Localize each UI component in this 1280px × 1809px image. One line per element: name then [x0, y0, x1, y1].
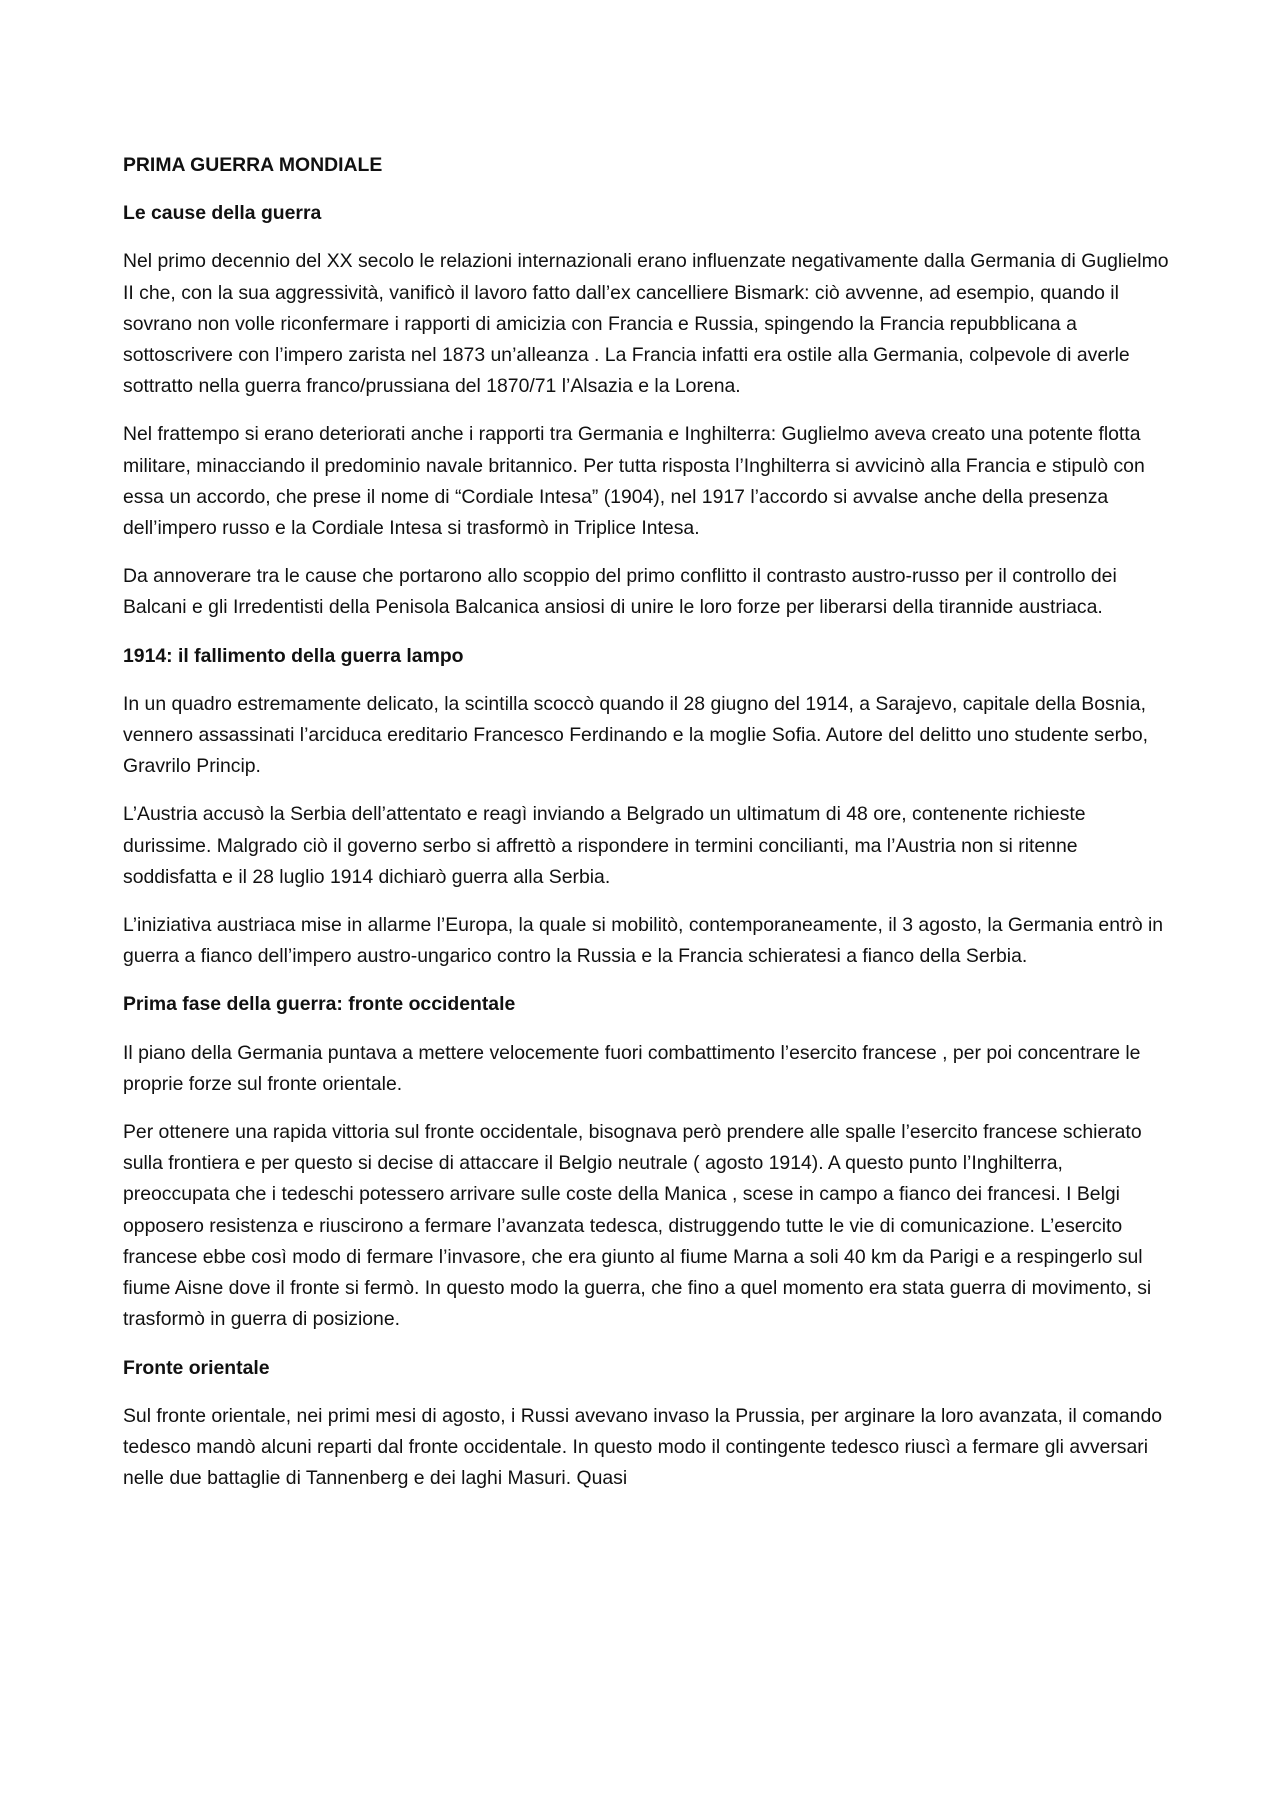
document-page [123, 150, 1173, 1511]
paragraph: L’iniziativa austriaca mise in allarme l’Europa, la quale si mobilitò, contemporaneamente, il 3 agosto, la Germania entrò in guerra a fianco dell’impero austro-ungarico contro la Russia e la Francia schieratesi a fianco della Serbia. [123, 914, 1164, 968]
paragraph: Il piano della Germania puntava a mettere velocemente fuori combattimento l’esercito francese , per poi concentrare le proprie forze sul fronte orientale. [123, 1041, 1141, 1095]
paragraph: Nel primo decennio del XX secolo le relazioni internazionali erano influenzate negativamente dalla Germania di Guglielmo II che, con la sua aggressività, vanificò il lavoro fatto dall’ex cancelliere Bismark: ciò avvenne, ad esempio, quando il sovrano non volle riconfermare i rapporti di amicizia con Francia e Russia, spingendo la Francia repubblicana a sottoscrivere con l’impero zarista nel 1873 un’alleanza . La Francia infatti era ostile alla Germania, colpevole di averle sottratto nella guerra franco/prussiana del 1870/71 l’Alsazia e la Lorena. [123, 250, 1169, 398]
section-heading-fronte-orientale: Fronte orientale [123, 1356, 270, 1379]
section-heading-cause: Le cause della guerra [123, 202, 322, 225]
section-heading-guerra-lampo: 1914: il fallimento della guerra lampo [123, 644, 464, 667]
paragraph: Da annoverare tra le cause che portarono allo scoppio del primo conflitto il contrasto austro-russo per il controllo dei Balcani e gli Irredentisti della Penisola Balcanica ansiosi di unire le loro forze per liberarsi della tirannide austriaca. [123, 565, 1117, 619]
paragraph: Sul fronte orientale, nei primi mesi di agosto, i Russi avevano invaso la Prussia, per arginare la loro avanzata, il comando tedesco mandò alcuni reparti dal fronte occidentale. In questo modo il contingente tedesco riuscì a fermare gli avversari nelle due battaglie di Tannenberg e dei laghi Masuri. Quasi [123, 1404, 1163, 1490]
paragraph: L’Austria accusò la Serbia dell’attentato e reagì inviando a Belgrado un ultimatum di 48 ore, contenente richieste durissime. Malgrado ciò il governo serbo si affrettò a rispondere in termini concilianti, ma l’Austria non si ritenne soddisfatta e il 28 luglio 1914 dichiarò guerra alla Serbia. [123, 803, 1086, 888]
paragraph: Nel frattempo si erano deteriorati anche i rapporti tra Germania e Inghilterra: Guglielmo aveva creato una potente flotta militare, minacciando il predominio navale britannico. Per tutta risposta l’Inghilterra si avvicinò alla Francia e stipulò con essa un accordo, che prese il nome di “Cordiale Intesa” (1904), nel 1917 l’accordo si avvalse anche della presenza dell’impero russo e la Cordiale Intesa si trasformò in Triplice Intesa. [123, 423, 1145, 540]
paragraph: In un quadro estremamente delicato, la scintilla scoccò quando il 28 giugno del 1914, a Sarajevo, capitale della Bosnia, vennero assassinati l’arciduca ereditario Francesco Ferdinando e la moglie Sofia. Autore del delitto uno studente serbo, Gravrilo Princip. [123, 692, 1149, 778]
paragraph: Per ottenere una rapida vittoria sul fronte occidentale, bisognava però prendere alle spalle l’esercito francese schierato sulla frontiera e per questo si decise di attaccare il Belgio neutrale ( agosto 1914). A questo punto l’Inghilterra, preoccupata che i tedeschi potessero arrivare sulle coste della Manica , scese in campo a fianco dei francesi. I Belgi opposero resistenza e riuscirono a fermare l’avanzata tedesca, distruggendo tutte le vie di comunicazione. L’esercito francese ebbe così modo di fermare l’invasore, che era giunto al fiume Marna a soli 40 km da Parigi e a respingerlo sul fiume Aisne dove il fronte si fermò. In questo modo la guerra, che fino a quel momento era stata guerra di movimento, si trasformò in guerra di posizione. [123, 1121, 1152, 1331]
section-heading-fronte-occidentale: Prima fase della guerra: fronte occidentale [123, 993, 516, 1016]
document-title: PRIMA GUERRA MONDIALE [123, 154, 383, 176]
